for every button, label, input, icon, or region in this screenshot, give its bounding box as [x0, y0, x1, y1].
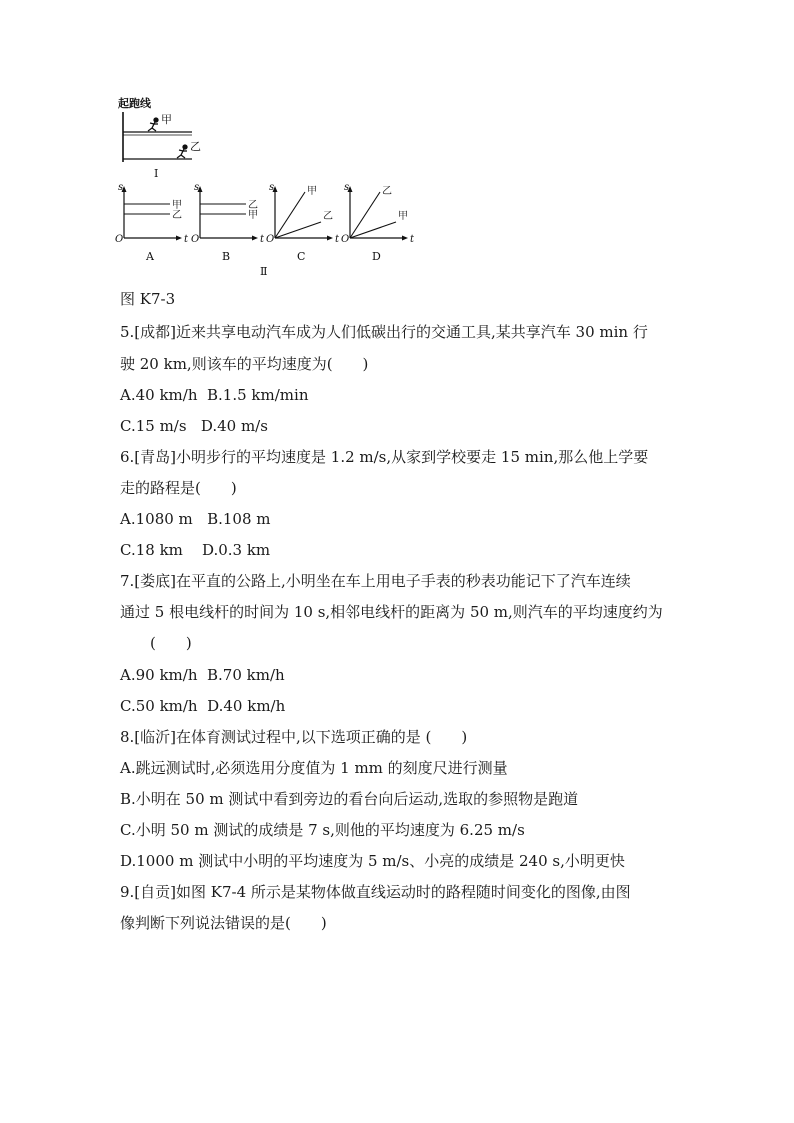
text-line-15: A.跳远测试时,必须选用分度值为 1 mm 的刻度尺进行测量: [120, 759, 508, 777]
text-line-14: 8.[临沂]在体育测试过程中,以下选项正确的是 ( ): [120, 728, 468, 746]
figure-svg: [112, 92, 415, 282]
text-line-13: C.50 km/h D.40 km/h: [120, 697, 286, 715]
text-line-17: C.小明 50 m 测试的成绩是 7 s,则他的平均速度为 6.25 m/s: [120, 821, 525, 839]
x-axis-arrow-icon: [252, 236, 258, 241]
axis-t-label: t: [184, 234, 189, 245]
runner-jia-icon: [148, 118, 158, 131]
series-steep-label: 乙: [382, 186, 392, 197]
x-axis-arrow-icon: [327, 236, 333, 241]
graph-letter: C: [297, 250, 306, 263]
runner-yi-label: 乙: [190, 140, 201, 153]
motion-figure: [112, 92, 415, 282]
series-shallow-label: 甲: [398, 211, 408, 222]
series-top-label: 乙: [248, 200, 258, 211]
text-line-6: 走的路程是( ): [120, 479, 237, 497]
graph-b: [191, 182, 265, 263]
text-line-7: A.1080 m B.108 m: [120, 510, 271, 528]
origin-label: O: [191, 234, 200, 245]
text-line-4: C.15 m/s D.40 m/s: [120, 417, 268, 435]
axis-s-label: s: [194, 182, 200, 193]
x-axis-arrow-icon: [402, 236, 408, 241]
text-line-2: 驶 20 km,则该车的平均速度为( ): [120, 355, 369, 373]
series-line-shallow: [350, 222, 396, 238]
text-line-11: ( ): [120, 634, 192, 652]
series-bottom-label: 乙: [172, 210, 182, 221]
runner-yi-icon: [177, 145, 187, 158]
axis-s-label: s: [344, 182, 350, 193]
graph-letter: A: [146, 250, 154, 263]
axis-t-label: t: [260, 234, 265, 245]
text-line-16: B.小明在 50 m 测试中看到旁边的看台向后运动,选取的参照物是跑道: [120, 790, 579, 808]
series-line-steep: [350, 192, 380, 238]
text-line-19: 9.[自贡]如图 K7-4 所示是某物体做直线运动时的路程随时间变化的图像,由图: [120, 883, 631, 901]
part1-numeral: I: [154, 167, 159, 180]
origin-label: O: [341, 234, 350, 245]
graph-letter: B: [222, 250, 231, 263]
graph-letter: D: [372, 250, 381, 263]
x-axis-arrow-icon: [176, 236, 182, 241]
graph-a: [115, 182, 189, 263]
text-line-12: A.90 km/h B.70 km/h: [120, 666, 285, 684]
series-bottom-label: 甲: [248, 210, 258, 221]
graph-d: [341, 182, 415, 263]
text-line-1: 5.[成都]近来共享电动汽车成为人们低碳出行的交通工具,某共享汽车 30 min 行: [120, 323, 648, 341]
st-graphs: [115, 182, 415, 263]
axis-s-label: s: [269, 182, 275, 193]
figure-caption: 图 K7-3: [120, 290, 176, 308]
text-line-8: C.18 km D.0.3 km: [120, 541, 271, 559]
text-line-20: 像判断下列说法错误的是( ): [120, 914, 327, 932]
axis-t-label: t: [335, 234, 340, 245]
origin-label: O: [115, 234, 124, 245]
text-line-18: D.1000 m 测试中小明的平均速度为 5 m/s、小亮的成绩是 240 s,小明更快: [120, 852, 625, 870]
part2-numeral: Ⅱ: [260, 265, 268, 278]
series-top-label: 甲: [172, 200, 182, 211]
text-line-3: A.40 km/h B.1.5 km/min: [120, 386, 309, 404]
runner-jia-label: 甲: [161, 113, 172, 126]
axis-s-label: s: [118, 182, 124, 193]
axis-t-label: t: [410, 234, 415, 245]
text-line-5: 6.[青岛]小明步行的平均速度是 1.2 m/s,从家到学校要走 15 min,那么他上学要: [120, 448, 649, 466]
series-line-steep: [275, 192, 305, 238]
text-line-9: 7.[娄底]在平直的公路上,小明坐在车上用电子手表的秒表功能记下了汽车连续: [120, 572, 631, 590]
graph-c: [266, 182, 340, 263]
start-line-label: 起跑线: [118, 97, 151, 110]
series-line-shallow: [275, 222, 321, 238]
text-line-10: 通过 5 根电线杆的时间为 10 s,相邻电线杆的距离为 50 m,则汽车的平均速度约为: [120, 603, 663, 621]
series-steep-label: 甲: [307, 186, 317, 197]
series-shallow-label: 乙: [323, 211, 333, 222]
origin-label: O: [266, 234, 275, 245]
